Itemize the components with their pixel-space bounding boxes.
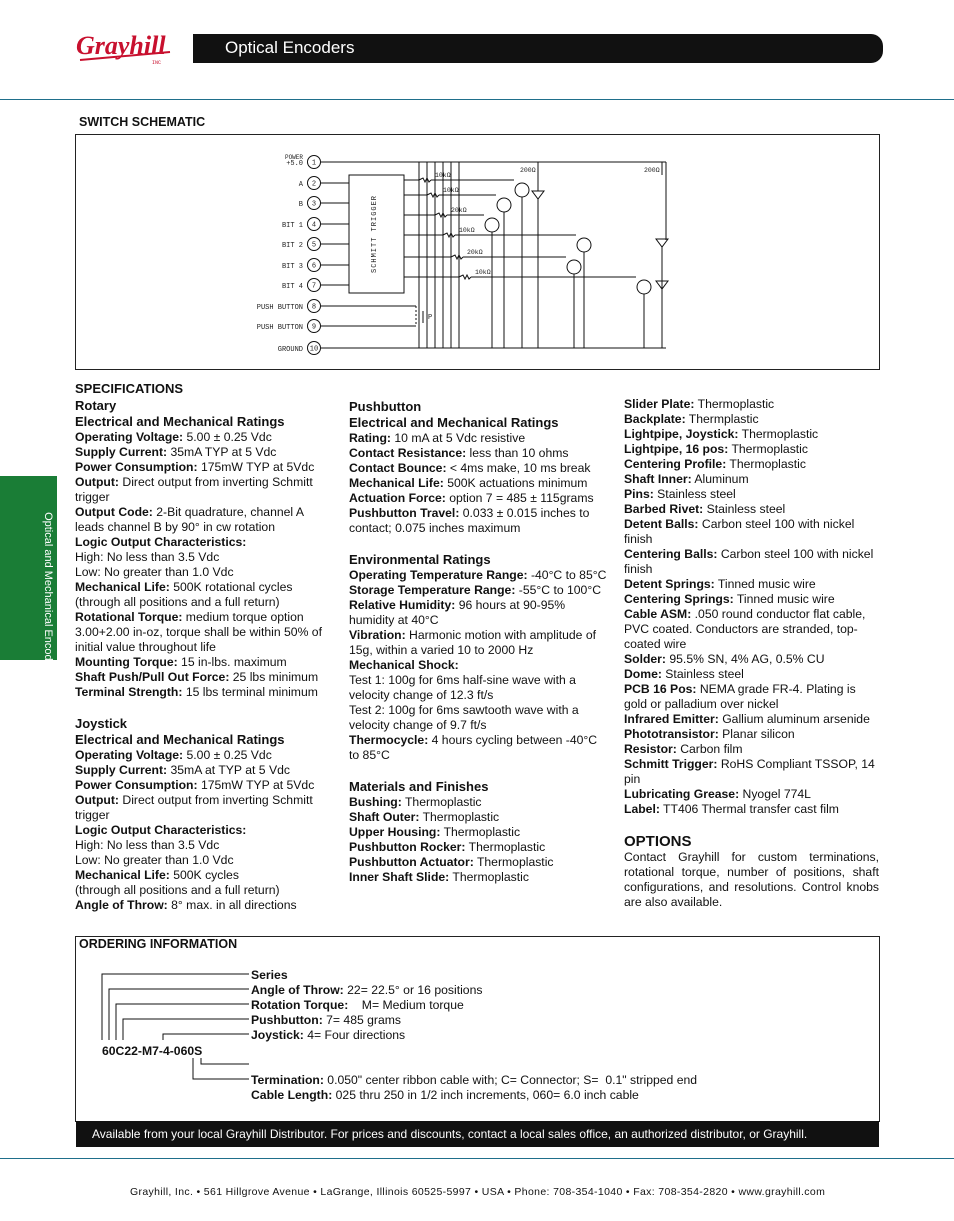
schematic-diagram <box>76 135 879 369</box>
spec-key: Lightpipe, Joystick: <box>624 427 739 441</box>
spec-item <box>349 446 607 461</box>
schematic-box <box>75 134 880 370</box>
spec-key: Pushbutton Rocker: <box>349 840 466 854</box>
svg-text:INC: INC <box>152 60 162 66</box>
spec-value: 15 lbs terminal minimum <box>182 685 318 699</box>
spec-key: Thermocycle: <box>349 733 429 747</box>
spec-item <box>624 427 882 442</box>
phototransistor <box>497 198 511 212</box>
ordering-key: Pushbutton: <box>251 1013 323 1027</box>
spec-value: 2-Bit quadrature, channel A leads channel B by 90° in cw rotation <box>75 505 304 534</box>
spec-key: Centering Balls: <box>624 547 718 561</box>
spec-value: Stainless steel <box>653 487 736 501</box>
spec-item <box>75 898 333 913</box>
phototransistor <box>515 183 529 197</box>
spec-item <box>75 610 333 655</box>
spec-value: Tinned music wire <box>733 592 835 606</box>
spec-heading: Environmental Ratings <box>349 552 491 567</box>
spec-value: 5.00 ± 0.25 Vdc <box>183 430 272 444</box>
spec-value: 4 hours cycling between -40°C to 85°C <box>349 733 598 762</box>
ordering-bracket-lines <box>75 960 275 1100</box>
spec-value: Thermoplastic <box>449 870 529 884</box>
spec-item <box>624 547 882 577</box>
spec-item <box>75 763 333 778</box>
spec-value: Gallium aluminum arsenide <box>718 712 870 726</box>
spec-key: Shaft Push/Pull Out Force: <box>75 670 230 684</box>
spec-item <box>75 580 333 595</box>
spec-item <box>624 712 882 727</box>
spec-value: RoHS Compliant TSSOP, 14 pin <box>624 757 875 786</box>
ordering-key: Termination: <box>251 1073 324 1087</box>
spec-value: Thermoplastic <box>419 810 500 824</box>
spec-value: 0.033 ± 0.015 inches to contact; 0.075 inches maximum <box>349 506 590 535</box>
spec-key: Power Consumption: <box>75 460 198 474</box>
spec-item <box>75 460 333 475</box>
spec-item <box>349 461 607 476</box>
spec-value: 500K rotational cycles <box>169 580 293 594</box>
spec-text: Low: No greater than 1.0 Vdc <box>75 853 234 867</box>
spec-value: Stainless steel <box>703 502 786 516</box>
spec-value: < 4ms make, 10 ms break <box>446 461 591 475</box>
pin-number: 4 <box>311 221 317 230</box>
spec-key: Detent Balls: <box>624 517 699 531</box>
spec-value: 8° max. in all directions <box>167 898 297 912</box>
phototransistor <box>577 238 591 252</box>
phototransistor <box>485 218 499 232</box>
resistor-label: 200Ω <box>520 167 536 174</box>
chip-label: SCHMITT TRIGGER <box>371 194 379 274</box>
ordering-value: 025 thru 250 in 1/2 inch increments, 060= 6.0 inch cable <box>332 1088 639 1102</box>
spec-value: 175mW TYP at 5Vdc <box>197 460 315 474</box>
spec-key: Mechanical Life: <box>349 476 444 490</box>
spec-item <box>624 457 882 472</box>
spec-item <box>349 583 607 598</box>
spec-value: Thermoplastic <box>694 397 775 411</box>
ordering-item <box>251 998 851 1013</box>
ordering-item <box>251 968 851 983</box>
spec-value: Tinned music wire <box>714 577 816 591</box>
ordering-bottom-items <box>251 1073 871 1103</box>
spec-key: Operating Voltage: <box>75 430 184 444</box>
spec-item <box>75 535 333 550</box>
spec-item <box>75 505 333 535</box>
ordering-value: M= Medium torque <box>348 998 464 1012</box>
spec-item <box>349 795 607 810</box>
spec-value: TT406 Thermal transfer cast film <box>659 802 839 816</box>
led-diode <box>656 239 668 247</box>
pin-label: PUSH BUTTON <box>256 324 303 332</box>
spec-item <box>75 445 333 460</box>
spec-item <box>624 727 882 742</box>
ordering-item <box>251 983 851 998</box>
spec-key: Solder: <box>624 652 666 666</box>
spec-item <box>75 778 333 793</box>
spec-item <box>75 655 333 670</box>
spec-text: Test 1: 100g for 6ms half-sine wave with a velocity change of 12.3 ft/s <box>349 673 576 702</box>
resistor-label: 20kΩ <box>451 207 467 214</box>
pin-label: +5.0 <box>286 160 303 168</box>
spec-key: Lubricating Grease: <box>624 787 740 801</box>
spec-item <box>349 810 607 825</box>
pin-number: 6 <box>311 262 317 271</box>
ordering-key: Cable Length: <box>251 1088 333 1102</box>
spec-heading: Electrical and Mechanical Ratings <box>75 414 285 429</box>
spec-key: Pins: <box>624 487 654 501</box>
pin-label: BIT 4 <box>281 283 303 291</box>
spec-value: Carbon steel 100 with nickel finish <box>624 517 855 546</box>
spec-item <box>624 412 882 427</box>
distributor-banner <box>76 1121 879 1147</box>
side-tab <box>0 476 57 676</box>
specs-column-1 <box>75 398 333 913</box>
spec-heading: Electrical and Mechanical Ratings <box>75 732 285 747</box>
spec-text: Low: No greater than 1.0 Vdc <box>75 565 234 579</box>
options-title: OPTIONS <box>624 833 692 850</box>
options-text: Contact Grayhill for custom terminations, rotational torque, number of positions, shaft configurations, and resolutions. Control knobs are also available. <box>624 850 879 909</box>
pin-number: 2 <box>311 180 317 189</box>
pin-label: A <box>298 181 303 189</box>
spec-key: Pushbutton Actuator: <box>349 855 474 869</box>
spec-value: Thermoplastic <box>738 427 819 441</box>
spec-key: Output: <box>75 475 119 489</box>
spec-item <box>75 430 333 445</box>
header-bar <box>193 34 883 63</box>
spec-key: Upper Housing: <box>349 825 441 839</box>
spec-item <box>349 568 607 583</box>
page-title: Optical Encoders <box>225 38 355 57</box>
spec-value: Direct output from inverting Schmitt trigger <box>75 793 313 822</box>
spec-text: (through all positions and a full return) <box>75 595 280 609</box>
spec-key: Backplate: <box>624 412 686 426</box>
schematic-title: SWITCH SCHEMATIC <box>79 115 206 129</box>
spec-item <box>75 748 333 763</box>
spec-value: -40°C to 85°C <box>527 568 607 582</box>
spec-item <box>624 787 882 802</box>
spec-value: Carbon steel 100 with nickel finish <box>624 547 874 576</box>
spec-item <box>349 598 607 628</box>
ordering-value: 7= 485 grams <box>322 1013 402 1027</box>
spec-item <box>349 476 607 491</box>
spec-item <box>624 757 882 787</box>
spec-text: (through all positions and a full return) <box>75 883 280 897</box>
spec-value: 35mA at TYP at 5 Vdc <box>167 763 290 777</box>
spec-item <box>349 870 607 885</box>
spec-key: Power Consumption: <box>75 778 198 792</box>
spec-value: Aluminum <box>691 472 749 486</box>
spec-key: Schmitt Trigger: <box>624 757 718 771</box>
spec-value: 35mA TYP at 5 Vdc <box>167 445 277 459</box>
spec-item <box>75 475 333 505</box>
resistor-label: 10kΩ <box>475 269 491 276</box>
spec-value: Thermoplastic <box>726 457 806 471</box>
pin-number: 8 <box>311 303 317 312</box>
spec-item <box>624 802 882 817</box>
resistor <box>443 233 455 237</box>
spec-heading: Joystick <box>75 716 128 731</box>
spec-value: 95.5% SN, 4% AG, 0.5% CU <box>665 652 825 666</box>
spec-key: Mechanical Shock: <box>349 658 459 672</box>
pin-number: 3 <box>311 200 317 209</box>
spec-value: 25 lbs minimum <box>229 670 319 684</box>
spec-key: Vibration: <box>349 628 406 642</box>
spec-heading: Materials and Finishes <box>349 779 489 794</box>
pin-label: BIT 2 <box>281 242 303 250</box>
pin-label: B <box>298 201 303 209</box>
logo-text: Grayhill <box>76 31 166 60</box>
spec-key: Storage Temperature Range: <box>349 583 516 597</box>
led-diode <box>532 191 544 199</box>
spec-key: Resistor: <box>624 742 677 756</box>
spec-value: less than 10 ohms <box>466 446 569 460</box>
spec-key: Centering Profile: <box>624 457 727 471</box>
spec-item <box>349 855 607 870</box>
spec-item <box>349 628 607 658</box>
pin-label: POWER <box>284 154 303 161</box>
resistor <box>435 213 447 217</box>
footer-rule <box>0 1158 954 1159</box>
spec-key: Centering Springs: <box>624 592 734 606</box>
resistor <box>451 255 463 259</box>
spec-value: 500K cycles <box>169 868 239 882</box>
resistor <box>419 178 431 182</box>
resistor-label: 20kΩ <box>467 249 483 256</box>
resistor <box>459 275 471 279</box>
spec-item <box>349 825 607 840</box>
distributor-note: Available from your local Grayhill Distributor. For prices and discounts, contact a local sales office, an authorized distributor, or Grayhill. <box>92 1127 808 1141</box>
resistor-label: 10kΩ <box>443 187 459 194</box>
spec-item <box>75 670 333 685</box>
spec-value: NEMA grade FR-4. Plating is gold or palladium over nickel <box>624 682 856 711</box>
resistor-label: 10kΩ <box>459 227 475 234</box>
spec-item <box>349 506 607 536</box>
spec-key: Cable ASM: <box>624 607 692 621</box>
spec-value: Nyogel 774L <box>739 787 811 801</box>
spec-key: Bushing: <box>349 795 402 809</box>
spec-key: Shaft Inner: <box>624 472 692 486</box>
specs-title: SPECIFICATIONS <box>75 381 184 396</box>
spec-value: 96 hours at 90-95% humidity at 40°C <box>349 598 566 627</box>
spec-key: Operating Voltage: <box>75 748 184 762</box>
spec-value: Stainless steel <box>661 667 744 681</box>
spec-item <box>75 685 333 700</box>
ordering-key: Series <box>251 968 288 982</box>
spec-item <box>624 577 882 592</box>
pushbutton-label: P <box>428 314 433 322</box>
ordering-key: Rotation Torque: <box>251 998 349 1012</box>
spec-key: Logic Output Characteristics: <box>75 535 247 549</box>
spec-item <box>624 667 882 682</box>
spec-key: Shaft Outer: <box>349 810 420 824</box>
ordering-title: ORDERING INFORMATION <box>79 937 238 951</box>
spec-text: High: No less than 3.5 Vdc <box>75 550 220 564</box>
pin-number: 1 <box>311 159 317 168</box>
spec-key: Infrared Emitter: <box>624 712 719 726</box>
spec-item <box>624 652 882 667</box>
pin-number: 5 <box>311 241 317 250</box>
spacer <box>75 700 333 716</box>
spec-key: Slider Plate: <box>624 397 695 411</box>
spec-item <box>349 733 607 763</box>
spec-key: Mechanical Life: <box>75 580 170 594</box>
resistor-label: 200Ω <box>644 167 660 174</box>
spec-key: Logic Output Characteristics: <box>75 823 247 837</box>
spec-key: Pushbutton Travel: <box>349 506 460 520</box>
spec-item <box>624 682 882 712</box>
specs-column-3 <box>624 397 882 817</box>
spec-item <box>624 592 882 607</box>
ordering-item <box>251 1028 851 1043</box>
spec-item <box>624 742 882 757</box>
spec-heading: Pushbutton <box>349 399 422 414</box>
resistor-label: 10kΩ <box>435 172 451 179</box>
spec-item <box>349 840 607 855</box>
ordering-value: 0.050" center ribbon cable with; C= Connector; S= 0.1" stripped end <box>323 1073 698 1087</box>
spec-heading: Electrical and Mechanical Ratings <box>349 415 559 430</box>
spec-value: Thermoplastic <box>473 855 554 869</box>
spec-key: Supply Current: <box>75 445 168 459</box>
pin-label: PUSH BUTTON <box>256 304 303 312</box>
spec-item <box>75 823 333 838</box>
pin-label: BIT 3 <box>281 263 303 271</box>
spec-item <box>624 607 882 652</box>
spec-key: Rating: <box>349 431 391 445</box>
spec-value: Harmonic motion with amplitude of 15g, within a varied 10 to 2000 Hz <box>349 628 596 657</box>
specs-column-2 <box>349 399 607 885</box>
spec-item <box>349 491 607 506</box>
spec-value: Direct output from inverting Schmitt trigger <box>75 475 313 504</box>
spec-item <box>75 868 333 883</box>
spec-value: 10 mA at 5 Vdc resistive <box>390 431 526 445</box>
spacer <box>349 763 607 779</box>
phototransistor <box>637 280 651 294</box>
spec-key: Mounting Torque: <box>75 655 178 669</box>
spec-key: Barbed Rivet: <box>624 502 704 516</box>
spec-key: Operating Temperature Range: <box>349 568 528 582</box>
spec-key: Contact Resistance: <box>349 446 467 460</box>
ordering-item <box>251 1088 871 1103</box>
spec-value: Thermoplastic <box>401 795 482 809</box>
spec-key: Terminal Strength: <box>75 685 183 699</box>
spec-item <box>624 487 882 502</box>
header-rule <box>0 99 954 100</box>
spec-key: Dome: <box>624 667 662 681</box>
ordering-value: 22= 22.5° or 16 positions <box>343 983 483 997</box>
ordering-item <box>251 1073 871 1088</box>
spec-value: Thermoplastic <box>440 825 521 839</box>
spec-key: Inner Shaft Slide: <box>349 870 450 884</box>
spec-value: Carbon film <box>676 742 743 756</box>
spec-item <box>624 517 882 547</box>
spec-value: 15 in-lbs. maximum <box>177 655 287 669</box>
spec-key: Lightpipe, 16 pos: <box>624 442 729 456</box>
spec-item <box>349 658 607 673</box>
part-number: 60C22-M7-4-060S <box>102 1044 203 1058</box>
spec-value: Thermplastic <box>685 412 759 426</box>
grayhill-logo <box>74 30 174 68</box>
pin-number: 9 <box>311 323 317 332</box>
spec-value: 5.00 ± 0.25 Vdc <box>183 748 272 762</box>
ordering-key: Joystick: <box>251 1028 304 1042</box>
spec-value: Thermoplastic <box>728 442 808 456</box>
spec-key: Mechanical Life: <box>75 868 170 882</box>
side-tab-label: Optical and Mechanical Encoders <box>42 512 54 676</box>
spec-value: medium torque option 3.00+2.00 in-oz, torque shall be within 50% of initial value throughout life <box>75 610 322 654</box>
spacer <box>349 536 607 552</box>
spec-key: Actuation Force: <box>349 491 446 505</box>
spec-value: -55°C to 100°C <box>515 583 602 597</box>
spec-heading: Rotary <box>75 398 117 413</box>
spec-key: Detent Springs: <box>624 577 715 591</box>
spec-key: Relative Humidity: <box>349 598 456 612</box>
spec-value: Thermoplastic <box>465 840 546 854</box>
footer-address: Grayhill, Inc. • 561 Hillgrove Avenue • LaGrange, Illinois 60525-5997 • USA • Phone: 708-354-1040 • Fax: 708-354-2820 • www.grayhill.com <box>130 1186 826 1198</box>
spec-item <box>75 793 333 823</box>
spec-key: Label: <box>624 802 660 816</box>
spec-value: .050 round conductor flat cable, PVC coated. Conductors are stranded, top-coated wire <box>624 607 866 651</box>
spec-item <box>349 431 607 446</box>
spec-item <box>624 502 882 517</box>
spec-key: Output Code: <box>75 505 153 519</box>
spec-key: Output: <box>75 793 119 807</box>
spec-key: Phototransistor: <box>624 727 719 741</box>
pin-number: 7 <box>311 282 317 291</box>
spec-value: 500K actuations minimum <box>443 476 588 490</box>
pin-number: 10 <box>309 345 319 354</box>
pin-label: GROUND <box>277 346 303 354</box>
resistor <box>427 193 439 197</box>
spec-key: Supply Current: <box>75 763 168 777</box>
spec-item <box>624 397 882 412</box>
ordering-item <box>251 1013 851 1028</box>
spec-key: PCB 16 Pos: <box>624 682 697 696</box>
spec-value: 175mW TYP at 5Vdc <box>197 778 315 792</box>
spec-value: Planar silicon <box>718 727 795 741</box>
spec-item <box>624 442 882 457</box>
ordering-top-items <box>251 968 851 1043</box>
ordering-value: 4= Four directions <box>303 1028 406 1042</box>
spec-text: High: No less than 3.5 Vdc <box>75 838 220 852</box>
spec-value: option 7 = 485 ± 115grams <box>445 491 594 505</box>
spec-key: Contact Bounce: <box>349 461 447 475</box>
spec-key: Rotational Torque: <box>75 610 183 624</box>
spec-key: Angle of Throw: <box>75 898 168 912</box>
spec-text: Test 2: 100g for 6ms sawtooth wave with a velocity change of 9.7 ft/s <box>349 703 579 732</box>
ordering-key: Angle of Throw: <box>251 983 344 997</box>
pin-label: BIT 1 <box>281 222 303 230</box>
spec-item <box>624 472 882 487</box>
phototransistor <box>567 260 581 274</box>
